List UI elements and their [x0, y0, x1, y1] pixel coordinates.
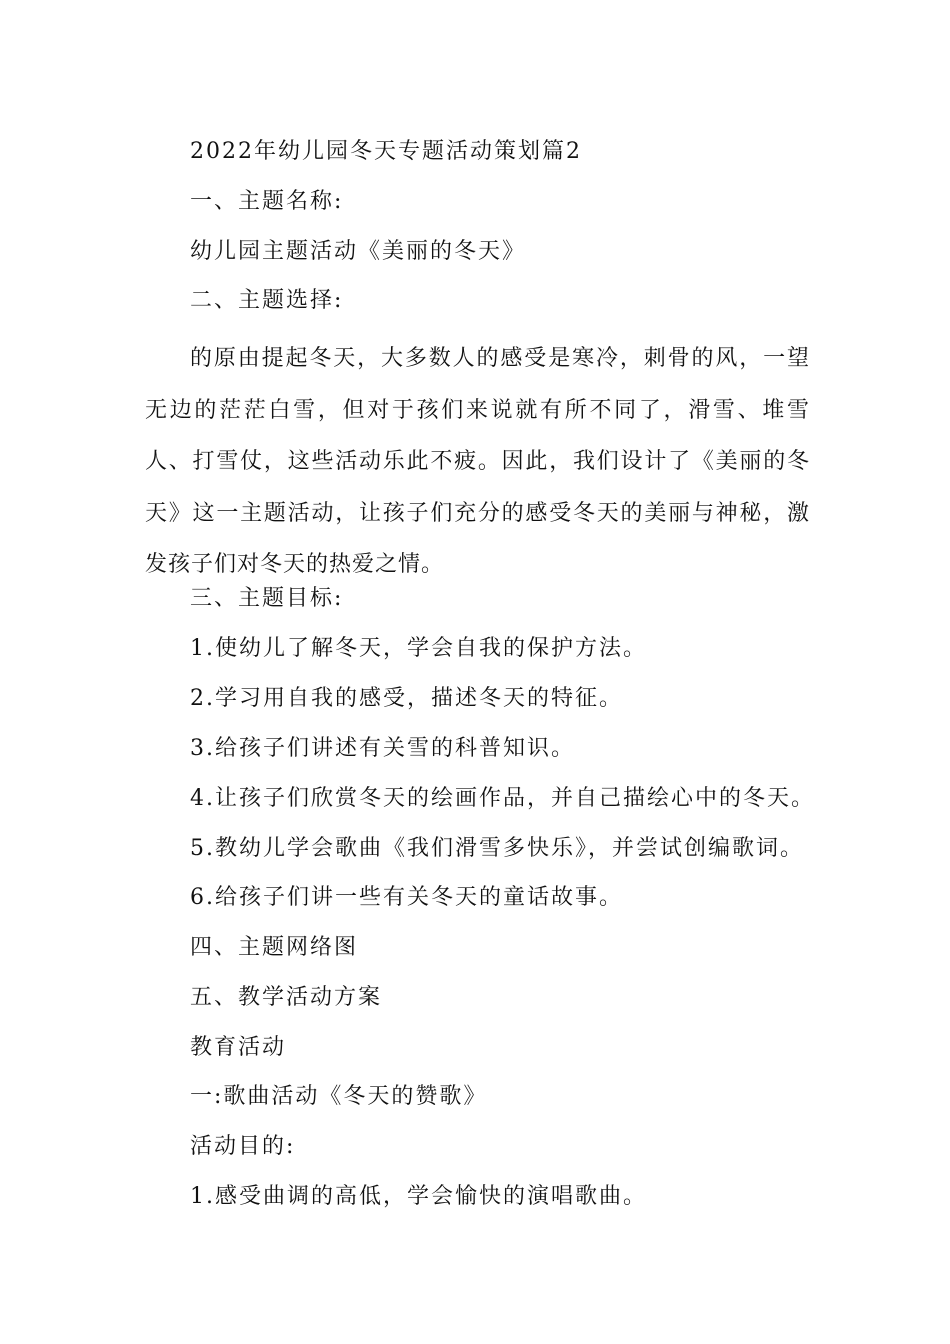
goal-item: 5.教幼儿学会歌曲《我们滑雪多快乐》，并尝试创编歌词。 [190, 836, 804, 861]
document-title: 2022年幼儿园冬天专题活动策划篇2 [190, 139, 582, 164]
section-2-heading: 二、主题选择: [190, 288, 344, 313]
section-4-heading: 四、主题网络图 [190, 935, 359, 960]
section-1-text: 幼儿园主题活动《美丽的冬天》 [190, 239, 527, 264]
goal-item: 3.给孩子们讲述有关雪的科普知识。 [190, 736, 575, 761]
activity-purpose-heading: 活动目的: [190, 1134, 296, 1159]
activity-1-heading: 一:歌曲活动《冬天的赞歌》 [190, 1084, 488, 1109]
goal-item: 2.学习用自我的感受，描述冬天的特征。 [190, 686, 623, 711]
goal-item: 1.使幼儿了解冬天，学会自我的保护方法。 [190, 636, 647, 661]
education-heading: 教育活动 [190, 1035, 287, 1060]
purpose-item: 1.感受曲调的高低，学会愉快的演唱歌曲。 [190, 1184, 647, 1209]
section-1-heading: 一、主题名称: [190, 189, 344, 214]
section-2-paragraph: 的原由提起冬天，大多数人的感受是寒冷，刺骨的风，一望无边的茫茫白雪，但对于孩们来说就有所不同了，滑雪、堆雪人、打雪仗，这些活动乐此不疲。因此，我们设计了《美丽的冬天》这一主题活动，让孩子们充分的感受冬天的美丽与神秘，激发孩子们对冬天的热爱之情。 [145, 346, 810, 577]
section-3-heading: 三、主题目标: [190, 586, 344, 611]
section-5-heading: 五、教学活动方案 [190, 985, 383, 1010]
goal-item: 6.给孩子们讲一些有关冬天的童话故事。 [190, 885, 623, 910]
goal-item: 4.让孩子们欣赏冬天的绘画作品，并自己描绘心中的冬天。 [190, 786, 815, 811]
